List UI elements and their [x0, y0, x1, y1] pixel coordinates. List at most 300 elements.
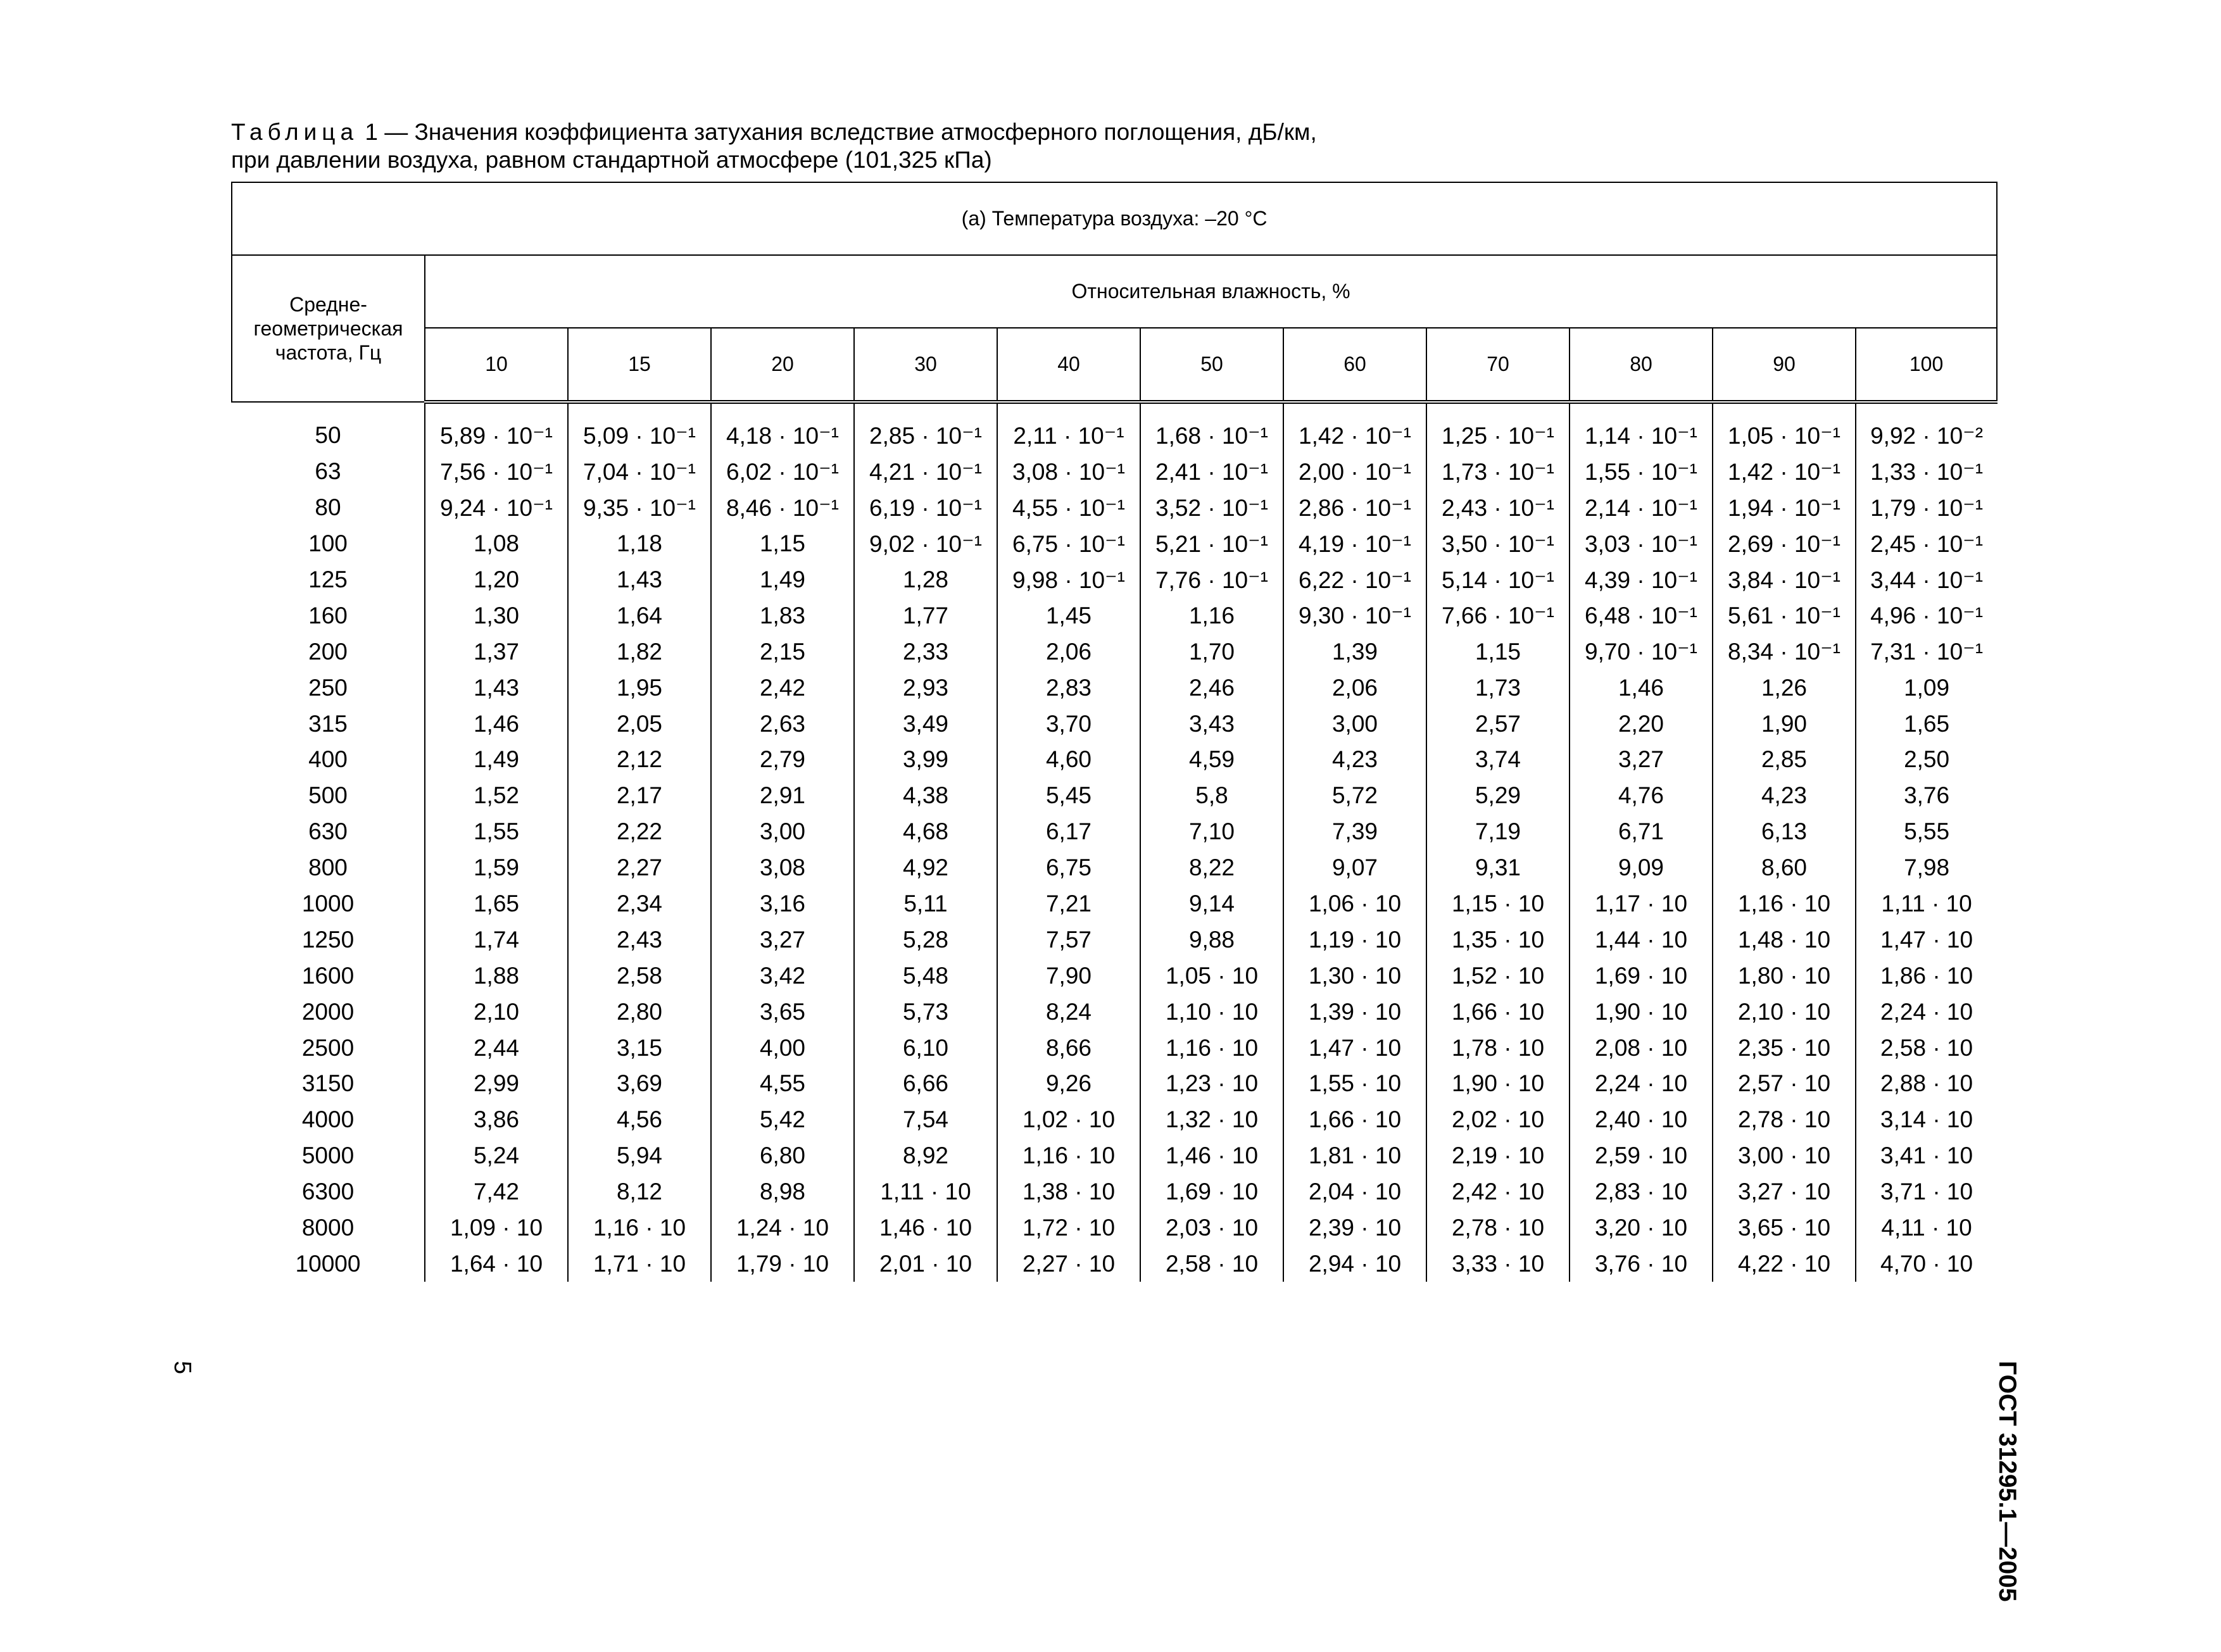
attenuation-cell: 3,27 · 10 — [1713, 1174, 1856, 1210]
attenuation-cell: 1,46 — [425, 706, 568, 742]
table-row — [232, 1102, 1997, 1138]
attenuation-cell: 1,48 · 10 — [1713, 922, 1856, 958]
attenuation-cell: 1,65 — [425, 886, 568, 922]
attenuation-cell: 2,57 · 10 — [1713, 1066, 1856, 1102]
attenuation-cell: 1,46 — [1570, 670, 1713, 706]
attenuation-cell: 1,18 — [568, 526, 711, 562]
attenuation-cell: 3,49 — [854, 706, 997, 742]
caption-line-1 — [231, 118, 1751, 146]
attenuation-cell: 2,39 · 10 — [1283, 1210, 1426, 1246]
frequency-cell: 160 — [232, 598, 425, 634]
attenuation-cell: 6,48 · 10⁻¹ — [1570, 598, 1713, 634]
attenuation-cell: 4,60 — [997, 742, 1140, 778]
attenuation-cell: 4,59 — [1140, 742, 1283, 778]
attenuation-cell: 1,30 — [425, 598, 568, 634]
attenuation-cell: 9,98 · 10⁻¹ — [997, 562, 1140, 598]
attenuation-cell: 5,72 — [1283, 778, 1426, 814]
attenuation-cell: 3,76 — [1856, 778, 1997, 814]
attenuation-cell: 2,86 · 10⁻¹ — [1283, 490, 1426, 526]
attenuation-cell: 9,88 — [1140, 922, 1283, 958]
attenuation-cell: 5,14 · 10⁻¹ — [1426, 562, 1570, 598]
attenuation-cell: 3,84 · 10⁻¹ — [1713, 562, 1856, 598]
attenuation-cell: 9,07 — [1283, 850, 1426, 886]
attenuation-cell: 4,22 · 10 — [1713, 1246, 1856, 1282]
attenuation-cell: 2,19 · 10 — [1426, 1138, 1570, 1174]
attenuation-cell: 2,45 · 10⁻¹ — [1856, 526, 1997, 562]
attenuation-cell: 2,41 · 10⁻¹ — [1140, 454, 1283, 490]
attenuation-cell: 1,78 · 10 — [1426, 1030, 1570, 1066]
attenuation-cell: 6,66 — [854, 1066, 997, 1102]
attenuation-cell: 5,89 · 10⁻¹ — [425, 418, 568, 454]
attenuation-cell: 2,46 — [1140, 670, 1283, 706]
table-row — [232, 994, 1997, 1030]
attenuation-cell: 6,80 — [711, 1138, 854, 1174]
page-number: 5 — [169, 1361, 196, 1375]
attenuation-cell: 1,86 · 10 — [1856, 958, 1997, 994]
attenuation-cell: 1,64 — [568, 598, 711, 634]
attenuation-cell: 1,11 · 10 — [854, 1174, 997, 1210]
table-caption — [231, 118, 1751, 174]
attenuation-cell: 1,16 · 10 — [997, 1138, 1140, 1174]
attenuation-cell: 2,05 — [568, 706, 711, 742]
humidity-level-header: 20 — [711, 328, 854, 402]
standard-designation: ГОСТ 31295.1—2005 — [1994, 1361, 2021, 1602]
attenuation-cell: 4,19 · 10⁻¹ — [1283, 526, 1426, 562]
attenuation-cell: 2,44 — [425, 1030, 568, 1066]
attenuation-cell: 2,06 — [997, 634, 1140, 670]
attenuation-cell: 1,23 · 10 — [1140, 1066, 1283, 1102]
attenuation-cell: 1,46 · 10 — [1140, 1138, 1283, 1174]
attenuation-cell: 5,61 · 10⁻¹ — [1713, 598, 1856, 634]
attenuation-cell: 7,19 — [1426, 814, 1570, 850]
attenuation-cell: 1,79 · 10⁻¹ — [1856, 490, 1997, 526]
attenuation-cell: 5,55 — [1856, 814, 1997, 850]
attenuation-cell: 1,19 · 10 — [1283, 922, 1426, 958]
attenuation-cell: 8,24 — [997, 994, 1140, 1030]
attenuation-cell: 1,15 — [1426, 634, 1570, 670]
attenuation-cell: 1,88 — [425, 958, 568, 994]
attenuation-cell: 6,02 · 10⁻¹ — [711, 454, 854, 490]
attenuation-cell: 1,28 — [854, 562, 997, 598]
attenuation-cell: 7,04 · 10⁻¹ — [568, 454, 711, 490]
attenuation-cell: 7,98 — [1856, 850, 1997, 886]
frequency-cell: 80 — [232, 490, 425, 526]
attenuation-cell: 3,14 · 10 — [1856, 1102, 1997, 1138]
attenuation-cell: 1,81 · 10 — [1283, 1138, 1426, 1174]
attenuation-cell: 2,57 — [1426, 706, 1570, 742]
table-row — [232, 562, 1997, 598]
attenuation-cell: 1,45 — [997, 598, 1140, 634]
attenuation-cell: 1,35 · 10 — [1426, 922, 1570, 958]
attenuation-cell: 3,65 · 10 — [1713, 1210, 1856, 1246]
attenuation-cell: 1,17 · 10 — [1570, 886, 1713, 922]
attenuation-cell: 2,93 — [854, 670, 997, 706]
frequency-cell: 5000 — [232, 1138, 425, 1174]
attenuation-cell: 5,42 — [711, 1102, 854, 1138]
attenuation-cell: 7,10 — [1140, 814, 1283, 850]
caption-title: 1 — Значения коэффициента затухания вследствие атмосферного поглощения, дБ/км, — [358, 119, 1317, 145]
attenuation-cell: 2,22 — [568, 814, 711, 850]
frequency-cell: 1000 — [232, 886, 425, 922]
attenuation-cell: 2,79 — [711, 742, 854, 778]
humidity-level-header: 90 — [1713, 328, 1856, 402]
attenuation-cell: 1,52 · 10 — [1426, 958, 1570, 994]
attenuation-cell: 7,31 · 10⁻¹ — [1856, 634, 1997, 670]
attenuation-cell: 5,11 — [854, 886, 997, 922]
attenuation-cell: 3,00 — [1283, 706, 1426, 742]
frequency-cell: 3150 — [232, 1066, 425, 1102]
attenuation-cell: 9,09 — [1570, 850, 1713, 886]
attenuation-cell: 3,16 — [711, 886, 854, 922]
attenuation-cell: 1,64 · 10 — [425, 1246, 568, 1282]
attenuation-cell: 2,34 — [568, 886, 711, 922]
table-row — [232, 634, 1997, 670]
table-row — [232, 814, 1997, 850]
attenuation-cell: 1,77 — [854, 598, 997, 634]
table-subtitle: (а) Температура воздуха: –20 °С — [232, 182, 1997, 255]
attenuation-cell: 4,23 — [1283, 742, 1426, 778]
attenuation-cell: 3,52 · 10⁻¹ — [1140, 490, 1283, 526]
attenuation-cell: 1,15 · 10 — [1426, 886, 1570, 922]
attenuation-cell: 4,11 · 10 — [1856, 1210, 1997, 1246]
attenuation-cell: 2,14 · 10⁻¹ — [1570, 490, 1713, 526]
attenuation-cell: 1,38 · 10 — [997, 1174, 1140, 1210]
gap-cell — [1713, 402, 1856, 418]
humidity-level-header: 80 — [1570, 328, 1713, 402]
attenuation-cell: 2,78 · 10 — [1713, 1102, 1856, 1138]
attenuation-cell: 4,56 — [568, 1102, 711, 1138]
attenuation-cell: 1,09 — [1856, 670, 1997, 706]
attenuation-cell: 2,03 · 10 — [1140, 1210, 1283, 1246]
attenuation-cell: 2,15 — [711, 634, 854, 670]
attenuation-cell: 1,65 — [1856, 706, 1997, 742]
attenuation-cell: 4,55 — [711, 1066, 854, 1102]
frequency-cell: 250 — [232, 670, 425, 706]
attenuation-cell: 2,43 · 10⁻¹ — [1426, 490, 1570, 526]
attenuation-cell: 2,78 · 10 — [1426, 1210, 1570, 1246]
attenuation-cell: 2,42 · 10 — [1426, 1174, 1570, 1210]
humidity-levels-row — [232, 328, 1997, 402]
attenuation-cell: 2,24 · 10 — [1570, 1066, 1713, 1102]
attenuation-cell: 9,31 — [1426, 850, 1570, 886]
gap-cell — [854, 402, 997, 418]
attenuation-cell: 1,49 — [425, 742, 568, 778]
attenuation-cell: 2,58 — [568, 958, 711, 994]
attenuation-cell: 2,12 — [568, 742, 711, 778]
table-row — [232, 850, 1997, 886]
attenuation-cell: 7,56 · 10⁻¹ — [425, 454, 568, 490]
attenuation-cell: 3,00 — [711, 814, 854, 850]
attenuation-cell: 3,15 — [568, 1030, 711, 1066]
attenuation-cell: 2,20 — [1570, 706, 1713, 742]
attenuation-cell: 1,82 — [568, 634, 711, 670]
table-row — [232, 454, 1997, 490]
attenuation-cell: 7,90 — [997, 958, 1140, 994]
attenuation-cell: 2,50 — [1856, 742, 1997, 778]
attenuation-cell: 9,26 — [997, 1066, 1140, 1102]
attenuation-cell: 2,94 · 10 — [1283, 1246, 1426, 1282]
attenuation-cell: 4,38 — [854, 778, 997, 814]
attenuation-cell: 3,74 — [1426, 742, 1570, 778]
attenuation-cell: 1,90 — [1713, 706, 1856, 742]
attenuation-cell: 2,58 · 10 — [1140, 1246, 1283, 1282]
attenuation-cell: 8,22 — [1140, 850, 1283, 886]
attenuation-cell: 1,10 · 10 — [1140, 994, 1283, 1030]
attenuation-cell: 3,41 · 10 — [1856, 1138, 1997, 1174]
attenuation-cell: 8,60 — [1713, 850, 1856, 886]
attenuation-cell: 7,39 — [1283, 814, 1426, 850]
table-row — [232, 778, 1997, 814]
attenuation-cell: 2,83 — [997, 670, 1140, 706]
attenuation-cell: 1,74 — [425, 922, 568, 958]
attenuation-cell: 3,20 · 10 — [1570, 1210, 1713, 1246]
humidity-level-header: 15 — [568, 328, 711, 402]
attenuation-cell: 3,76 · 10 — [1570, 1246, 1713, 1282]
attenuation-cell: 4,00 — [711, 1030, 854, 1066]
attenuation-cell: 7,42 — [425, 1174, 568, 1210]
attenuation-cell: 1,39 — [1283, 634, 1426, 670]
attenuation-cell: 2,63 — [711, 706, 854, 742]
attenuation-cell: 1,25 · 10⁻¹ — [1426, 418, 1570, 454]
humidity-level-header: 10 — [425, 328, 568, 402]
frequency-header-text: Средне-геометрическая частота, Гц — [253, 293, 403, 364]
attenuation-cell: 3,08 — [711, 850, 854, 886]
attenuation-cell: 2,83 · 10 — [1570, 1174, 1713, 1210]
attenuation-cell: 3,03 · 10⁻¹ — [1570, 526, 1713, 562]
frequency-cell: 100 — [232, 526, 425, 562]
attenuation-cell: 7,21 — [997, 886, 1140, 922]
gap-cell — [568, 402, 711, 418]
attenuation-cell: 1,83 — [711, 598, 854, 634]
attenuation-cell: 2,42 — [711, 670, 854, 706]
frequency-cell: 50 — [232, 418, 425, 454]
attenuation-cell: 1,16 · 10 — [568, 1210, 711, 1246]
attenuation-cell: 7,57 — [997, 922, 1140, 958]
table-row — [232, 886, 1997, 922]
table-row — [232, 958, 1997, 994]
attenuation-cell: 2,85 · 10⁻¹ — [854, 418, 997, 454]
humidity-level-header: 40 — [997, 328, 1140, 402]
attenuation-cell: 4,70 · 10 — [1856, 1246, 1997, 1282]
attenuation-cell: 2,69 · 10⁻¹ — [1713, 526, 1856, 562]
table-row — [232, 1210, 1997, 1246]
frequency-cell: 6300 — [232, 1174, 425, 1210]
table-row — [232, 1030, 1997, 1066]
attenuation-cell: 3,08 · 10⁻¹ — [997, 454, 1140, 490]
attenuation-cell: 1,39 · 10 — [1283, 994, 1426, 1030]
attenuation-cell: 4,23 — [1713, 778, 1856, 814]
humidity-level-header: 30 — [854, 328, 997, 402]
humidity-level-header: 50 — [1140, 328, 1283, 402]
frequency-cell: 630 — [232, 814, 425, 850]
gap-cell — [1283, 402, 1426, 418]
attenuation-cell: 5,45 — [997, 778, 1140, 814]
attenuation-cell: 6,71 — [1570, 814, 1713, 850]
attenuation-cell: 1,32 · 10 — [1140, 1102, 1283, 1138]
attenuation-cell: 2,10 — [425, 994, 568, 1030]
table-row — [232, 418, 1997, 454]
attenuation-cell: 8,92 — [854, 1138, 997, 1174]
attenuation-cell: 2,27 · 10 — [997, 1246, 1140, 1282]
attenuation-cell: 1,42 · 10⁻¹ — [1713, 454, 1856, 490]
attenuation-cell: 3,70 — [997, 706, 1140, 742]
attenuation-cell: 2,33 — [854, 634, 997, 670]
attenuation-cell: 6,22 · 10⁻¹ — [1283, 562, 1426, 598]
attenuation-cell: 1,90 · 10 — [1570, 994, 1713, 1030]
attenuation-cell: 1,44 · 10 — [1570, 922, 1713, 958]
attenuation-cell: 2,58 · 10 — [1856, 1030, 1997, 1066]
frequency-cell: 10000 — [232, 1246, 425, 1282]
attenuation-cell: 8,98 — [711, 1174, 854, 1210]
attenuation-cell: 5,8 — [1140, 778, 1283, 814]
attenuation-cell: 4,96 · 10⁻¹ — [1856, 598, 1997, 634]
attenuation-cell: 8,34 · 10⁻¹ — [1713, 634, 1856, 670]
attenuation-cell: 4,92 — [854, 850, 997, 886]
attenuation-cell: 3,42 — [711, 958, 854, 994]
table-row — [232, 1174, 1997, 1210]
attenuation-cell: 1,16 — [1140, 598, 1283, 634]
humidity-level-header: 70 — [1426, 328, 1570, 402]
attenuation-cell: 1,33 · 10⁻¹ — [1856, 454, 1997, 490]
attenuation-cell: 1,71 · 10 — [568, 1246, 711, 1282]
attenuation-cell: 1,14 · 10⁻¹ — [1570, 418, 1713, 454]
attenuation-cell: 1,42 · 10⁻¹ — [1283, 418, 1426, 454]
table-row — [232, 598, 1997, 634]
attenuation-cell: 1,66 · 10 — [1283, 1102, 1426, 1138]
humidity-level-header: 100 — [1856, 328, 1997, 402]
attenuation-cell: 1,05 · 10⁻¹ — [1713, 418, 1856, 454]
attenuation-cell: 1,08 — [425, 526, 568, 562]
attenuation-cell: 2,02 · 10 — [1426, 1102, 1570, 1138]
attenuation-cell: 7,54 — [854, 1102, 997, 1138]
humidity-column-header: Относительная влажность, % — [425, 255, 1997, 328]
attenuation-cell: 1,94 · 10⁻¹ — [1713, 490, 1856, 526]
attenuation-cell: 2,24 · 10 — [1856, 994, 1997, 1030]
attenuation-cell: 1,46 · 10 — [854, 1210, 997, 1246]
gap-cell — [425, 402, 568, 418]
attenuation-cell: 5,73 — [854, 994, 997, 1030]
frequency-column-header — [232, 255, 425, 402]
attenuation-cell: 1,24 · 10 — [711, 1210, 854, 1246]
frequency-cell: 315 — [232, 706, 425, 742]
attenuation-cell: 1,26 — [1713, 670, 1856, 706]
attenuation-cell: 3,50 · 10⁻¹ — [1426, 526, 1570, 562]
attenuation-cell: 2,40 · 10 — [1570, 1102, 1713, 1138]
table-row — [232, 1066, 1997, 1102]
attenuation-cell: 2,17 — [568, 778, 711, 814]
attenuation-cell: 8,66 — [997, 1030, 1140, 1066]
attenuation-cell: 6,75 · 10⁻¹ — [997, 526, 1140, 562]
table-row — [232, 706, 1997, 742]
attenuation-cell: 1,79 · 10 — [711, 1246, 854, 1282]
attenuation-cell: 1,02 · 10 — [997, 1102, 1140, 1138]
attenuation-cell: 2,91 — [711, 778, 854, 814]
frequency-cell: 200 — [232, 634, 425, 670]
attenuation-cell: 8,12 — [568, 1174, 711, 1210]
attenuation-cell: 4,68 — [854, 814, 997, 850]
attenuation-cell: 5,24 — [425, 1138, 568, 1174]
attenuation-cell: 3,86 — [425, 1102, 568, 1138]
attenuation-cell: 1,15 — [711, 526, 854, 562]
attenuation-cell: 2,88 · 10 — [1856, 1066, 1997, 1102]
attenuation-cell: 4,21 · 10⁻¹ — [854, 454, 997, 490]
gap-cell — [1856, 402, 1997, 418]
attenuation-cell: 3,69 — [568, 1066, 711, 1102]
attenuation-cell: 9,92 · 10⁻² — [1856, 418, 1997, 454]
frequency-cell: 125 — [232, 562, 425, 598]
frequency-cell: 800 — [232, 850, 425, 886]
gap-cell — [232, 402, 425, 418]
attenuation-cell: 1,68 · 10⁻¹ — [1140, 418, 1283, 454]
header-gap-row — [232, 402, 1997, 418]
frequency-cell: 8000 — [232, 1210, 425, 1246]
attenuation-cell: 5,29 — [1426, 778, 1570, 814]
table-body — [232, 418, 1997, 1282]
attenuation-cell: 1,55 — [425, 814, 568, 850]
attenuation-cell: 1,66 · 10 — [1426, 994, 1570, 1030]
gap-cell — [1426, 402, 1570, 418]
attenuation-cell: 1,30 · 10 — [1283, 958, 1426, 994]
attenuation-cell: 7,66 · 10⁻¹ — [1426, 598, 1570, 634]
table-row — [232, 670, 1997, 706]
attenuation-cell: 9,70 · 10⁻¹ — [1570, 634, 1713, 670]
attenuation-cell: 3,27 — [711, 922, 854, 958]
attenuation-cell: 5,21 · 10⁻¹ — [1140, 526, 1283, 562]
table-row — [232, 526, 1997, 562]
attenuation-cell: 5,94 — [568, 1138, 711, 1174]
frequency-cell: 4000 — [232, 1102, 425, 1138]
attenuation-cell: 1,37 — [425, 634, 568, 670]
attenuation-cell: 1,06 · 10 — [1283, 886, 1426, 922]
attenuation-table — [231, 182, 1998, 1282]
attenuation-cell: 5,09 · 10⁻¹ — [568, 418, 711, 454]
attenuation-cell: 1,16 · 10 — [1713, 886, 1856, 922]
attenuation-cell: 2,85 — [1713, 742, 1856, 778]
frequency-cell: 1600 — [232, 958, 425, 994]
frequency-cell: 2000 — [232, 994, 425, 1030]
attenuation-cell: 3,99 — [854, 742, 997, 778]
attenuation-cell: 7,76 · 10⁻¹ — [1140, 562, 1283, 598]
attenuation-cell: 2,00 · 10⁻¹ — [1283, 454, 1426, 490]
attenuation-cell: 1,73 — [1426, 670, 1570, 706]
gap-cell — [1570, 402, 1713, 418]
attenuation-cell: 3,44 · 10⁻¹ — [1856, 562, 1997, 598]
attenuation-cell: 2,10 · 10 — [1713, 994, 1856, 1030]
table-row — [232, 922, 1997, 958]
gap-cell — [997, 402, 1140, 418]
attenuation-cell: 1,09 · 10 — [425, 1210, 568, 1246]
table-row — [232, 1138, 1997, 1174]
attenuation-cell: 3,00 · 10 — [1713, 1138, 1856, 1174]
attenuation-cell: 3,65 — [711, 994, 854, 1030]
attenuation-cell: 2,99 — [425, 1066, 568, 1102]
attenuation-cell: 1,20 — [425, 562, 568, 598]
attenuation-cell: 1,80 · 10 — [1713, 958, 1856, 994]
attenuation-cell: 2,35 · 10 — [1713, 1030, 1856, 1066]
humidity-level-header: 60 — [1283, 328, 1426, 402]
attenuation-cell: 1,70 — [1140, 634, 1283, 670]
attenuation-cell: 2,59 · 10 — [1570, 1138, 1713, 1174]
attenuation-cell: 1,73 · 10⁻¹ — [1426, 454, 1570, 490]
frequency-cell: 500 — [232, 778, 425, 814]
frequency-cell: 2500 — [232, 1030, 425, 1066]
attenuation-cell: 1,69 · 10 — [1140, 1174, 1283, 1210]
attenuation-cell: 9,14 — [1140, 886, 1283, 922]
table-row — [232, 742, 1997, 778]
attenuation-cell: 1,05 · 10 — [1140, 958, 1283, 994]
frequency-cell: 400 — [232, 742, 425, 778]
attenuation-cell: 6,17 — [997, 814, 1140, 850]
